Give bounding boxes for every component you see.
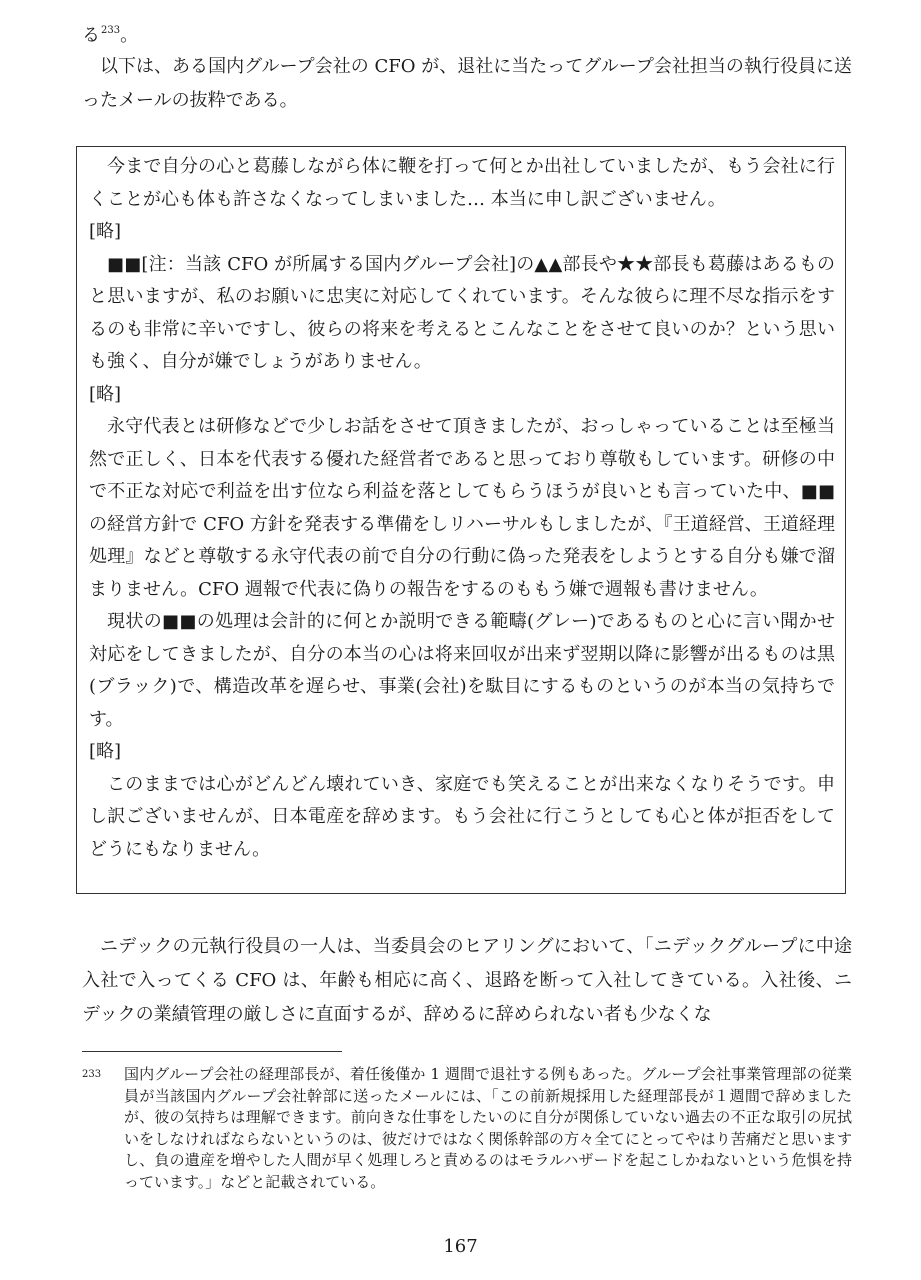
footnote-reference[interactable]: 233 <box>101 25 121 36</box>
continued-line <box>82 14 852 53</box>
omission-marker-2: [略] <box>89 383 122 405</box>
intro-paragraph: 以下は、ある国内グループ会社の CFO が、退社に当たってグループ会社担当の執行役員に送ったメールの抜粋である。 <box>82 56 852 111</box>
footnote-text: 国内グループ会社の経理部長が、着任後僅か 1 週間で退社する例もあった。グループ会社事業管理部の従業員が当該国内グループ会社幹部に送ったメールには、「この前新規採用した経理部長が１週間で辞めましたが、彼の気持ちは理解できます。前向きな仕事をしたいのに自分が関係していない過去の不正な取引の尻拭いをしなければならないというのは、彼だけではなく関係幹部の方々全てにとってやはり苦痛だと思いますし、負の遺産を増やした人間が早く処理しろと責めるのはモラルハザードを起こしかねないという危惧を持っています。」などと記載されている。 <box>124 1065 852 1191</box>
omission-marker-3: [略] <box>89 741 122 762</box>
footnote-divider <box>82 1051 342 1052</box>
footnote-number: 233 <box>82 1069 102 1080</box>
page-number: 167 <box>443 1236 478 1257</box>
continued-text: る <box>82 25 100 46</box>
footnote <box>82 1064 852 1193</box>
body-paragraph: ニデックの元執行役員の一人は、当委員会のヒアリングにおいて、「ニデックグループに中途入社で入ってくる CFO は、年齢も相応に高く、退路を断って入社してきている。入社後、ニデックの業績管理の厳しさに直面するが、辞めるに辞められない者も少なくな <box>82 936 852 1025</box>
email-excerpt-box <box>76 146 846 894</box>
quote-paragraph-5: このままでは心がどんどん壊れていき、家庭でも笑えることが出来なくなりそうです。申し訳ございませんが、日本電産を辞めます。もう会社に行こうとしても心と体が拒否をしてどうにもなりません。 <box>89 773 835 860</box>
quote-paragraph-3: 永守代表とは研修などで少しお話をさせて頂きましたが、おっしゃっていることは至極当然で正しく、日本を代表する優れた経営者であると思っており尊敬もしています。研修の中で不正な対応で利益を出す位なら利益を落としてもらうほうが良いとも言っていた中、■■の経営方針で CFO 方針を発表する準備をしリハーサルもしましたが、『王道経営、王道経理処理』などと尊敬する永守代表の前で自分の行動に偽った発表をしようとする自分も嫌で溜まりません。CFO 週報で代表に偽りの報告をするのももう嫌で週報も書けません。 <box>89 416 835 600</box>
quote-paragraph-2: ■■[注：当該 CFO が所属する国内グループ会社]の▲▲部長や★★部長も葛藤はあるものと思いますが、私のお願いに忠実に対応してくれています。そんな彼らに理不尽な指示をするのも非常に辛いですし、彼らの将来を考えるとこんなことをさせて良いのか？という思いも強く、自分が嫌でしょうがありません。 <box>89 253 835 372</box>
omission-marker-1: [略] <box>89 221 122 242</box>
quote-paragraph-1: 今まで自分の心と葛藤しながら体に鞭を打って何とか出社していましたが、もう会社に行くことが心も体も許さなくなってしまいました… 本当に申し訳ございません。 <box>89 156 835 210</box>
continued-text-end: 。 <box>120 25 139 46</box>
quote-paragraph-4: 現状の■■の処理は会計的に何とか説明できる範疇(グレー)であるものと心に言い聞かせ対応をしてきましたが、自分の本当の心は将来回収が出来ず翌期以降に影響が出るものは黒(ブラック)で、構造改革を遅らせ、事業(会社)を駄目にするものというのが本当の気持ちです。 <box>89 611 835 730</box>
